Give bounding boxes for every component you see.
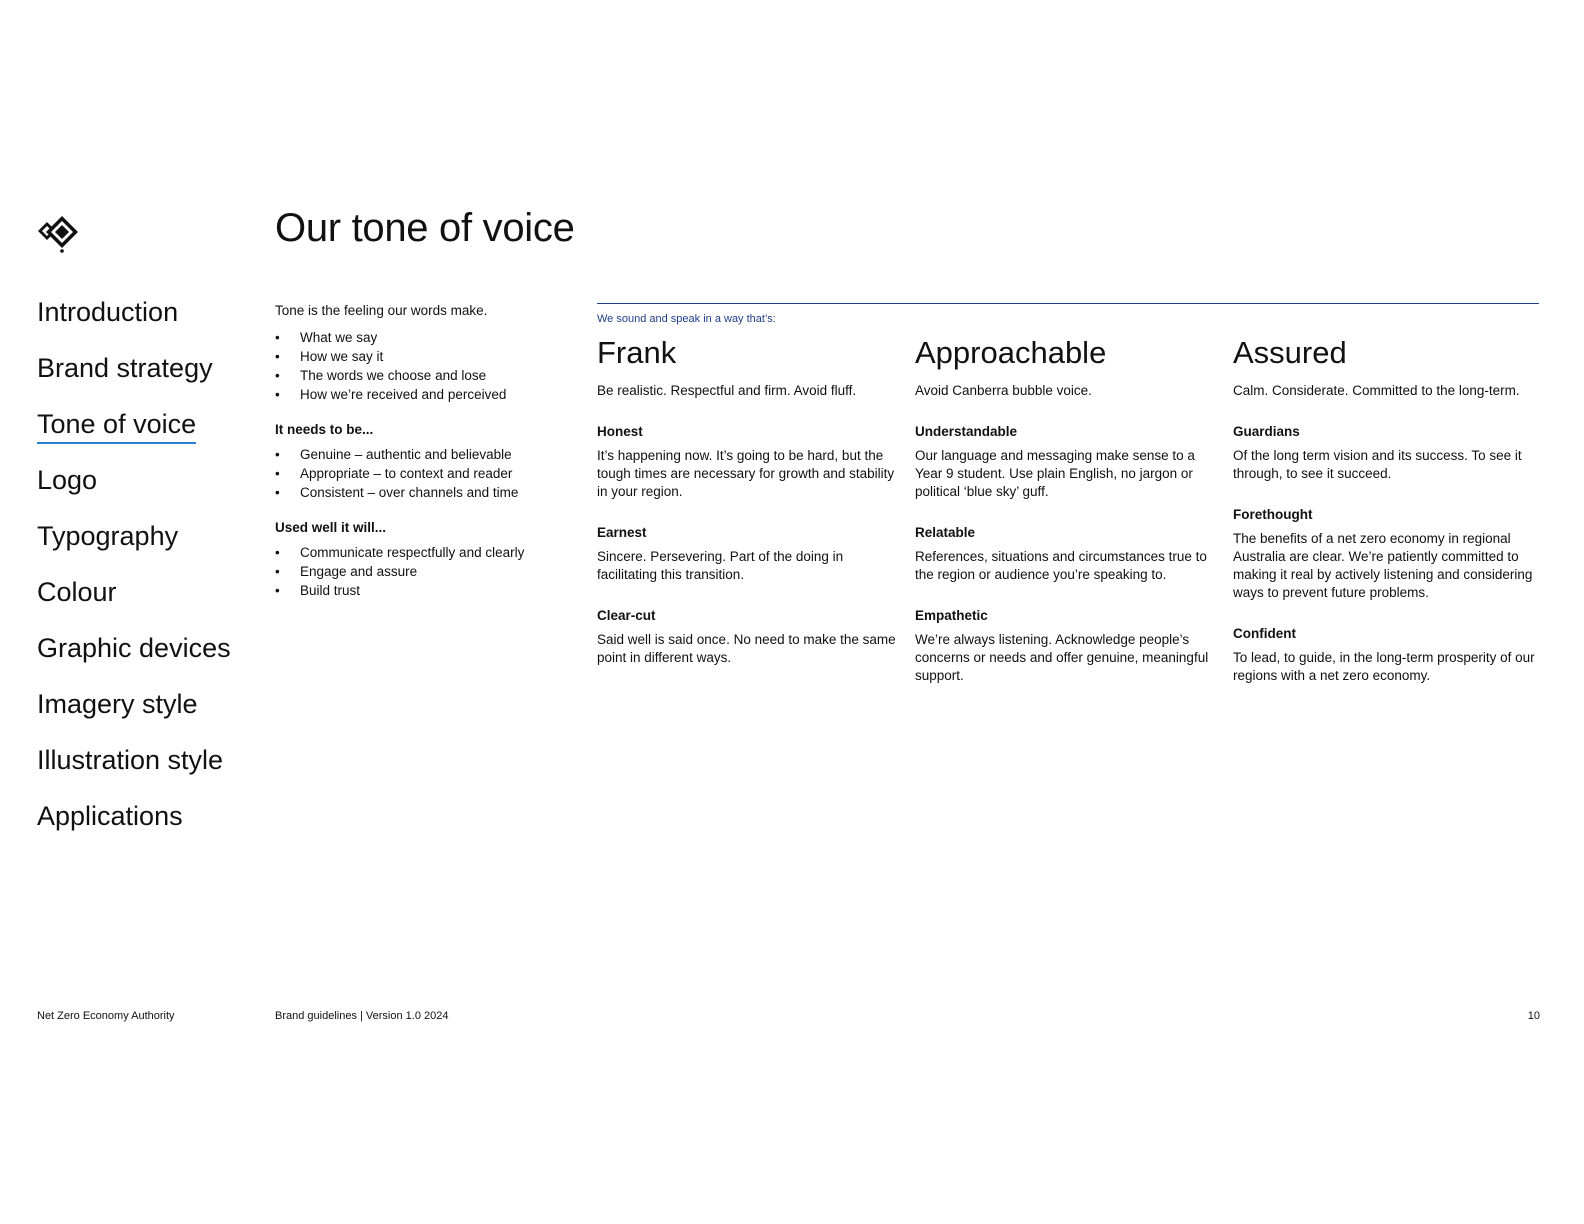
trait-text: The benefits of a net zero economy in regional Australia are clear. We’re patiently committed to making it real by actively listening and considering ways to prevent future problems. [1233, 531, 1533, 600]
used-heading: Used well it will... [275, 520, 387, 535]
trait-text: Said well is said once. No need to make the same point in different ways. [597, 632, 896, 665]
page-title: Our tone of voice [275, 206, 575, 250]
footer-org-name: Net Zero Economy Authority [37, 1010, 175, 1022]
list-item: • Communicate respectfully and clearly [275, 543, 565, 562]
trait-forethought [1233, 506, 1538, 602]
list-item: • How we say it [275, 347, 565, 366]
nav-item-tone-of-voice[interactable]: Tone of voice [37, 408, 231, 464]
nav-item-applications[interactable]: Applications [37, 801, 183, 831]
list-item: • Appropriate – to context and reader [275, 464, 565, 483]
trait-earnest [597, 524, 902, 584]
needs-list [275, 445, 565, 502]
trait-name: Earnest [597, 525, 647, 540]
list-item: • Engage and assure [275, 562, 565, 581]
list-item: • Genuine – authentic and believable [275, 445, 565, 464]
nav-item-typography[interactable]: Typography [37, 521, 179, 551]
used-list [275, 543, 565, 600]
nav-item-introduction[interactable]: Introduction [37, 297, 179, 327]
voice-column-assured [1233, 333, 1538, 685]
column-title: Frank [597, 335, 677, 370]
trait-name: Empathetic [915, 608, 988, 623]
trait-text: References, situations and circumstances true to the region or audience you’re speaking to. [915, 549, 1207, 582]
trait-text: Sincere. Persevering. Part of the doing in facilitating this transition. [597, 549, 844, 582]
nav-item-colour[interactable]: Colour [37, 577, 117, 607]
list-item: • Consistent – over channels and time [275, 483, 565, 502]
list-item: • The words we choose and lose [275, 366, 565, 385]
diamond-logo-icon [37, 216, 79, 254]
trait-text: Our language and messaging make sense to a Year 9 student. Use plain English, no jargon or political ‘blue sky’ guff. [915, 448, 1195, 499]
trait-name: Understandable [915, 424, 1018, 439]
nav-item-illustration-style[interactable]: Illustration style [37, 745, 224, 775]
nav-item-imagery-style[interactable]: Imagery style [37, 689, 198, 719]
trait-text: It’s happening now. It’s going to be hard, but the tough times are necessary for growth and stability in your region. [597, 448, 895, 499]
list-item: • Build trust [275, 581, 565, 600]
trait-understandable [915, 423, 1220, 501]
column-title: Approachable [915, 335, 1107, 370]
needs-heading: It needs to be... [275, 422, 374, 437]
intro-bullet-list [275, 328, 565, 404]
trait-name: Relatable [915, 525, 976, 540]
nav-item-graphic-devices[interactable]: Graphic devices [37, 633, 231, 663]
trait-confident [1233, 625, 1538, 685]
trait-name: Guardians [1233, 424, 1300, 439]
voice-column-approachable [915, 333, 1220, 685]
trait-empathetic [915, 607, 1220, 685]
trait-text: We’re always listening. Acknowledge people’s concerns or needs and offer genuine, meaningful support. [915, 632, 1209, 683]
column-summary: Calm. Considerate. Committed to the long-term. [1233, 383, 1520, 398]
voice-column-frank [597, 333, 902, 667]
column-title: Assured [1233, 335, 1347, 370]
section-nav [37, 296, 231, 856]
trait-text: Of the long term vision and its success. To see it through, to see it succeed. [1233, 448, 1522, 481]
nav-item-brand-strategy[interactable]: Brand strategy [37, 353, 213, 383]
voice-lead: We sound and speak in a way that’s: [597, 313, 776, 325]
trait-honest [597, 423, 902, 501]
trait-name: Forethought [1233, 507, 1313, 522]
trait-name: Confident [1233, 626, 1296, 641]
section-divider [597, 303, 1539, 304]
intro-panel [275, 302, 565, 600]
trait-name: Clear-cut [597, 608, 656, 623]
nav-item-logo[interactable]: Logo [37, 465, 98, 495]
trait-name: Honest [597, 424, 643, 439]
trait-text: To lead, to guide, in the long-term prosperity of our regions with a net zero economy. [1233, 650, 1535, 683]
page-number: 10 [1527, 1010, 1540, 1022]
list-item: • What we say [275, 328, 565, 347]
list-item: • How we’re received and perceived [275, 385, 565, 404]
trait-clear-cut [597, 607, 902, 667]
column-summary: Be realistic. Respectful and firm. Avoid fluff. [597, 383, 857, 398]
column-summary: Avoid Canberra bubble voice. [915, 383, 1092, 398]
trait-relatable [915, 524, 1220, 584]
intro-lead: Tone is the feeling our words make. [275, 303, 488, 318]
footer-doc-version: Brand guidelines | Version 1.0 2024 [275, 1010, 449, 1022]
trait-guardians [1233, 423, 1538, 483]
